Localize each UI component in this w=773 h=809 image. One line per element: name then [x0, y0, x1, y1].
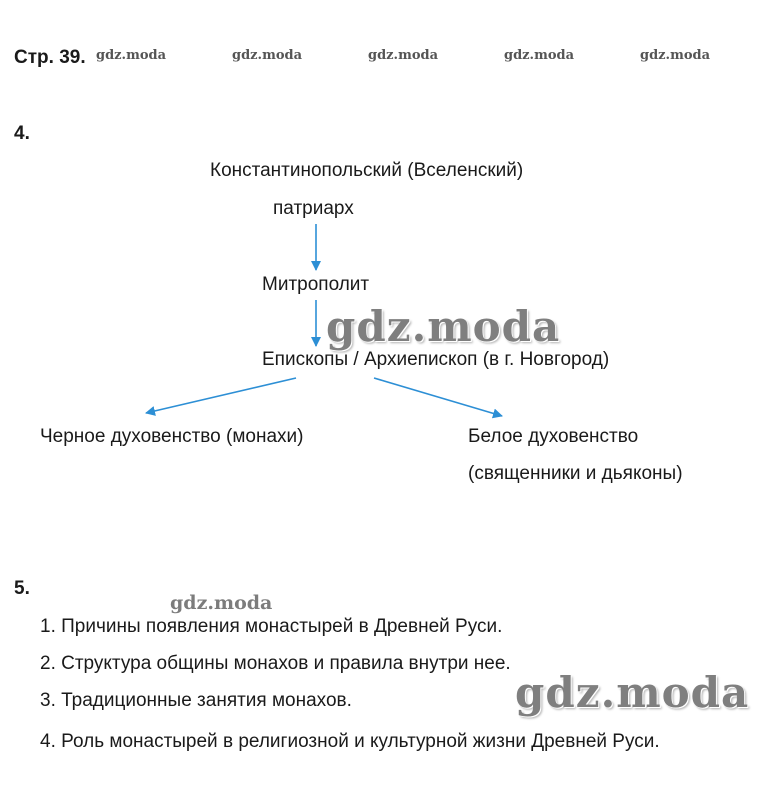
- white-clergy-label-line2: (священники и дьяконы): [468, 463, 683, 484]
- metropolitan-label: Митрополит: [262, 274, 370, 295]
- bishops-label: Епископы / Архиепископ (в г. Новгород): [262, 349, 610, 370]
- watermark: gdz.moda: [96, 48, 167, 63]
- watermark: gdz.moda: [515, 668, 750, 717]
- watermark: gdz.moda: [640, 48, 711, 63]
- patriarch-label-line1: Константинопольский (Вселенский): [210, 160, 524, 181]
- watermark: gdz.moda: [232, 48, 303, 63]
- arrow-bishops-to-white-clergy: [374, 378, 502, 416]
- watermark: gdz.moda: [368, 48, 439, 63]
- page-label: Стр. 39.: [14, 47, 86, 68]
- list-item: 2. Структура общины монахов и правила внутри нее.: [40, 653, 511, 674]
- list-item: 3. Традиционные занятия монахов.: [40, 690, 352, 711]
- patriarch-label-line2: патриарх: [273, 198, 354, 219]
- watermark: gdz.moda: [504, 48, 575, 63]
- black-clergy-label: Черное духовенство (монахи): [40, 426, 304, 447]
- watermark: gdz.moda: [170, 592, 273, 614]
- list-item: 4. Роль монастырей в религиозной и культурной жизни Древней Руси.: [40, 731, 660, 752]
- white-clergy-label-line1: Белое духовенство: [468, 426, 639, 447]
- task5-number: 5.: [14, 578, 30, 599]
- arrow-bishops-to-black-clergy: [146, 378, 296, 413]
- watermark: gdz.moda: [326, 302, 561, 351]
- list-item: 1. Причины появления монастырей в Древней Руси.: [40, 616, 503, 637]
- task4-number: 4.: [14, 123, 30, 144]
